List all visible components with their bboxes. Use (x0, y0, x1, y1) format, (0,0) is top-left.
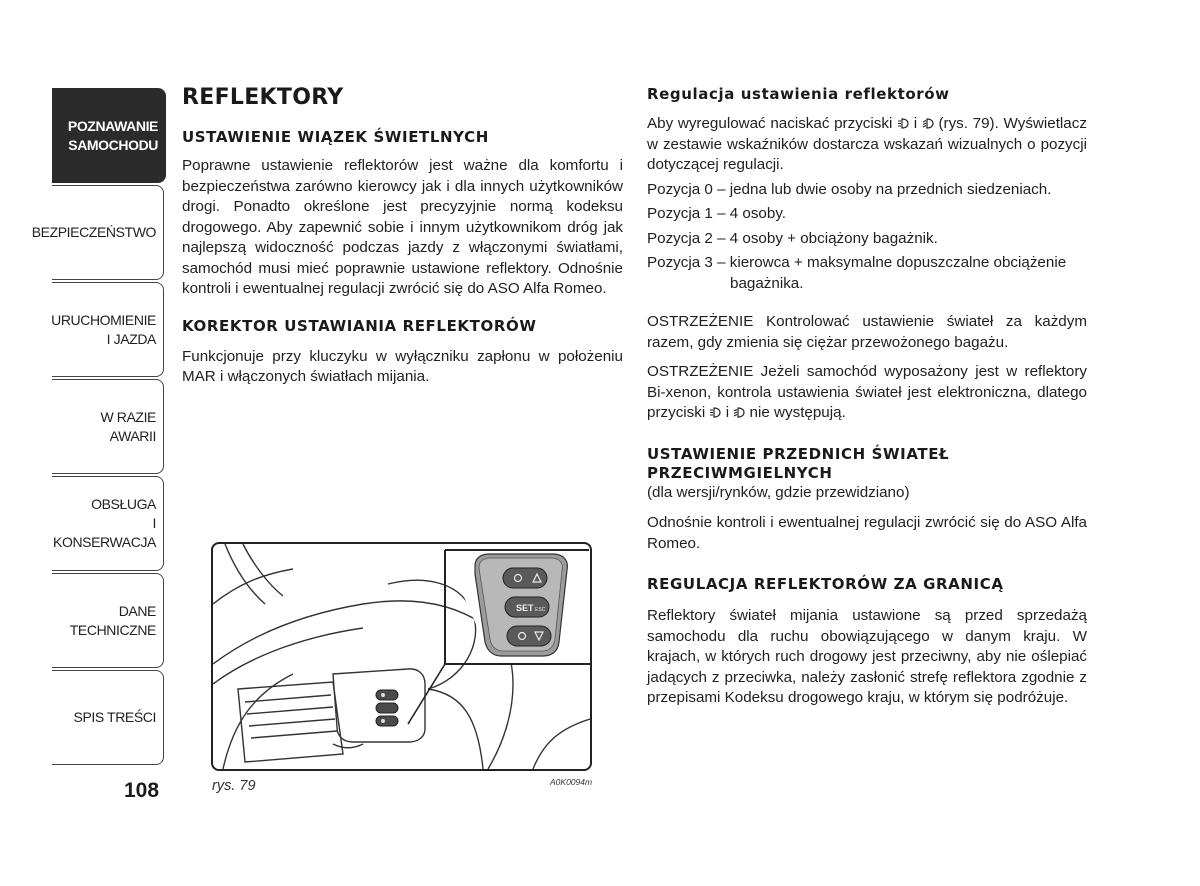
right-column (647, 84, 1087, 709)
position-1: Pozycja 1 – 4 osoby. (647, 205, 787, 222)
tab-w-razie-awarii[interactable] (52, 379, 164, 474)
fog-lights-text: Odnośnie kontroli i ewentualnej regulacji zwrócić się do ASO Alfa Romeo. (647, 514, 1087, 552)
beam-setting-text: Poprawne ustawienie reflektorów jest ważne dla komfortu i bezpieczeństwa zarówno kierowcy jak i dla innych użytkowników drogi. Ponadto określone jest precyzyjnie normą kodeksu drogowego. Aby zapewnić sobie i innym użytkownikom dróg jak najlepszą widoczność podczas jazdy z włączonymi światłami, samochód musi mieć poprawnie ustawione reflektory. Odnośnie kontroli i ewentualnej regulacji zwrócić się do ASO Alfa Romeo. (182, 157, 623, 297)
tab-spis-tresci[interactable] (52, 670, 164, 765)
set-button-label: SET (516, 603, 534, 613)
fog-lights-heading: USTAWIENIE PRZEDNICH ŚWIATEŁ PRZECIWMGIELNYCH (647, 444, 950, 482)
position-0: Pozycja 0 – jedna lub dwie osoby na przednich siedzeniach. (647, 180, 1052, 198)
regulation-text-c: (rys. 79). Wyświetlacz w zestawie wskaźników dostarcza wskazań wizualnych o pozycji dotyczącej regulacji. (647, 115, 1087, 173)
section-heading-beam-setting: USTAWIENIE WIĄZEK ŚWIETLNYCH (182, 128, 489, 146)
tab-label: SPIS TREŚCI (73, 709, 156, 725)
headlamp-up-icon (709, 406, 721, 419)
page-title: REFLEKTORY (182, 85, 344, 110)
tab-label: DANE TECHNICZNE (69, 602, 156, 638)
warning-load: OSTRZEŻENIE Kontrolować ustawienie świateł za każdym razem, gdy zmienia się ciężar przewożonego bagażu. (647, 313, 1087, 351)
tab-dane-techniczne[interactable] (52, 573, 164, 668)
warning-bixenon (647, 362, 1087, 424)
tab-label: BEZPIECZEŃSTWO (31, 224, 156, 240)
figure-caption: rys. 79 (212, 778, 256, 794)
tab-label: URUCHOMIENIE I JAZDA (51, 311, 156, 347)
warning-bixenon-c: nie występują. (749, 404, 846, 421)
left-column (182, 84, 623, 388)
warning-bixenon-b: i (725, 404, 730, 421)
abroad-heading: REGULACJA REFLEKTORÓW ZA GRANICĄ (647, 575, 1004, 593)
figure-headlamp-corrector (211, 542, 592, 771)
tab-label: OBSŁUGA I KONSERWACJA (53, 496, 156, 550)
warning-bixenon-a: OSTRZEŻENIE Jeżeli samochód wyposażony jest w reflektory Bi-xenon, kontrola ustawienia świateł jest elektroniczna, dlatego przyciski (647, 363, 1087, 421)
chapter-tabs (31, 88, 166, 770)
headlamp-corrector-switch (475, 554, 567, 656)
headlamp-down-icon (733, 406, 745, 419)
fog-lights-subtitle: (dla wersji/rynków, gdzie przewidziano) (647, 483, 910, 501)
tab-label: W RAZIE AWARII (100, 408, 156, 444)
dashboard-illustration (213, 544, 590, 769)
page-number: 108 (124, 779, 160, 802)
regulation-text (647, 114, 1087, 176)
headlamp-up-icon (897, 117, 909, 130)
esc-button-label: ESC (535, 607, 546, 613)
regulation-text-b: i (913, 115, 918, 132)
tab-poznawanie-samochodu[interactable] (52, 88, 166, 183)
regulation-heading: Regulacja ustawienia reflektorów (647, 85, 950, 103)
corrector-text: Funkcjonuje przy kluczyku w wyłączniku zapłonu w położeniu MAR i włączonych światłach mijania. (182, 347, 623, 385)
headlamp-down-icon (922, 117, 934, 130)
position-2: Pozycja 2 – 4 osoby + obciążony bagażnik. (647, 229, 938, 247)
abroad-text: Reflektory świateł mijania ustawione są przed sprzedażą samochodu dla ruchu obowiązującego w danym kraju. W krajach, w których ruch drogowy jest przeciwny, aby nie oślepiać jadących z przeciwka, należy zasłonić strefę reflektora zgodnie z przepisami Kodeksu drogowego kraju, w którym się podróżuje. (647, 607, 1087, 706)
regulation-text-a: Aby wyregulować naciskać przyciski (647, 115, 893, 132)
tab-uruchomienie-i-jazda[interactable] (52, 282, 164, 377)
tab-obsluga-i-konserwacja[interactable] (52, 476, 164, 571)
figure-code: A0K0094m (550, 777, 593, 787)
section-heading-corrector: KOREKTOR USTAWIANIA REFLEKTORÓW (182, 316, 537, 335)
tab-label: POZNAWANIE SAMOCHODU (67, 117, 158, 153)
switch-buttons-small (376, 690, 398, 726)
position-3: Pozycja 3 – kierowca + maksymalne dopuszczalne obciążenie bagażnika. (647, 254, 1067, 292)
tab-bezpieczenstwo[interactable] (31, 185, 164, 280)
